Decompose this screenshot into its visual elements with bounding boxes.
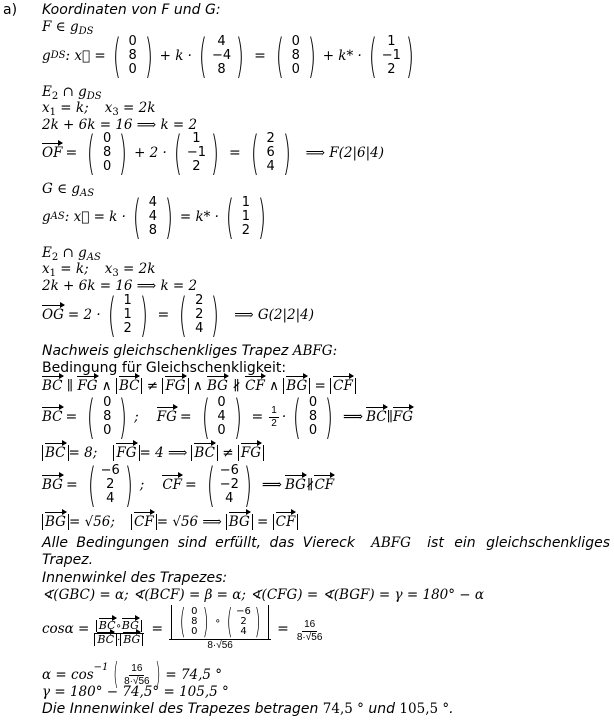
part-label: a) (3, 2, 18, 18)
vector: ( 0 8 0 ) (112, 29, 153, 83)
angles-definition: ∢(GBC) = α; ∢(BCF) = β = α; ∢(CFG) = ∢(BGF) = γ = 180° − α (42, 587, 485, 603)
coords-title: Koordinaten von F und G: (42, 2, 221, 18)
gamma-result: γ = 180° − 74,5° = 105,5 ° (42, 684, 229, 700)
vector: ( 4 −4 8 ) (198, 29, 245, 83)
conclusion: Alle Bedingungen sind erfüllt, das Viereck ABFG ist ein gleichschenkliges (42, 535, 610, 551)
proof-title: Nachweis gleichschenkliges Trapez ABFG: (42, 343, 338, 359)
alpha-result: α = cos $^{-1}$ ( $\frac{16}{8\cdot√56}$ ) = 74,5 ° (42, 657, 223, 692)
length-bg-cf: BG = √56; CF = √56 ⟹ BG = CF (42, 514, 298, 530)
cos-alpha: cosα = $\frac{BC\circ BG}{BC \cdot BG}$ = ( 0 8 0 ) ∘ ( −6 2 4 ) 8·√56 = $\frac{16}{8\cdot√56}$ (42, 602, 323, 651)
e2-cap-gas: $E_2$ ∩ $g_{AS}$ (42, 245, 101, 263)
length-bc-fg: BC = 8; FG = 4 ⟹ BC ≠ FG (42, 445, 264, 461)
og-equation: OG = 2 · ( 1 1 2 ) = ( 2 2 4 ) ⟹ G(2|2|4) (42, 288, 315, 342)
f-in-gds: F ∈ $g_{DS}$ (42, 19, 94, 37)
x-values-as: $x_1 = k$; $x_3 = 2k$ (42, 261, 156, 279)
vector: ( 1 −1 2 ) (368, 29, 414, 83)
gds-equation: g DS : x⃗ = ( 0 8 0 ) + k · ( 4 −4 8 ) = ( 0 8 0 ) + k* · ( 1 −1 2 ) (42, 33, 421, 79)
final-statement: Die Innenwinkel des Trapezes betragen 74,5 ° und 105,5 °. (42, 701, 454, 717)
bg-cf-vectors: BG = ( −6 2 4 ) ; CF = ( −6 −2 4 ) ⟹ BG ∦ CF (42, 458, 335, 512)
condition-line: BC ∥ FG ∧ BC ≠ FG ∧ BG ∦ CF ∧ BG = CF (42, 378, 356, 394)
condition-title: Bedingung für Gleichschenkligkeit: (42, 360, 287, 376)
vector: ( 0 8 0 ) (275, 29, 316, 83)
angles-title: Innenwinkel des Trapezes: (42, 570, 228, 586)
bc-fg-vectors: BC = ( 0 8 0 ) ; FG = ( 0 4 0 ) = $\frac{1}{2}$ · ( 0 8 0 ) ⟹ BC ∥ FG (42, 390, 414, 444)
g-in-gas: G ∈ $g_{AS}$ (42, 181, 95, 199)
conclusion-cont: Trapez. (42, 552, 94, 568)
e2-cap-gds: $E_2$ ∩ $g_{DS}$ (42, 84, 102, 102)
solve-k-as: 2k + 6k = 16 ⟹ k = 2 (42, 278, 198, 294)
of-equation: OF = ( 0 8 0 ) + 2 · ( 1 −1 2 ) = ( 2 6 4 ) ⟹ F(2|6|4) (42, 126, 384, 180)
gas-equation: g AS : x⃗ = k · ( 4 4 8 ) = k* · ( 1 1 2 ) (42, 190, 266, 244)
x-values-ds: $x_1 = k$; $x_3 = 2k$ (42, 100, 156, 118)
solve-k-ds: 2k + 6k = 16 ⟹ k = 2 (42, 117, 198, 133)
